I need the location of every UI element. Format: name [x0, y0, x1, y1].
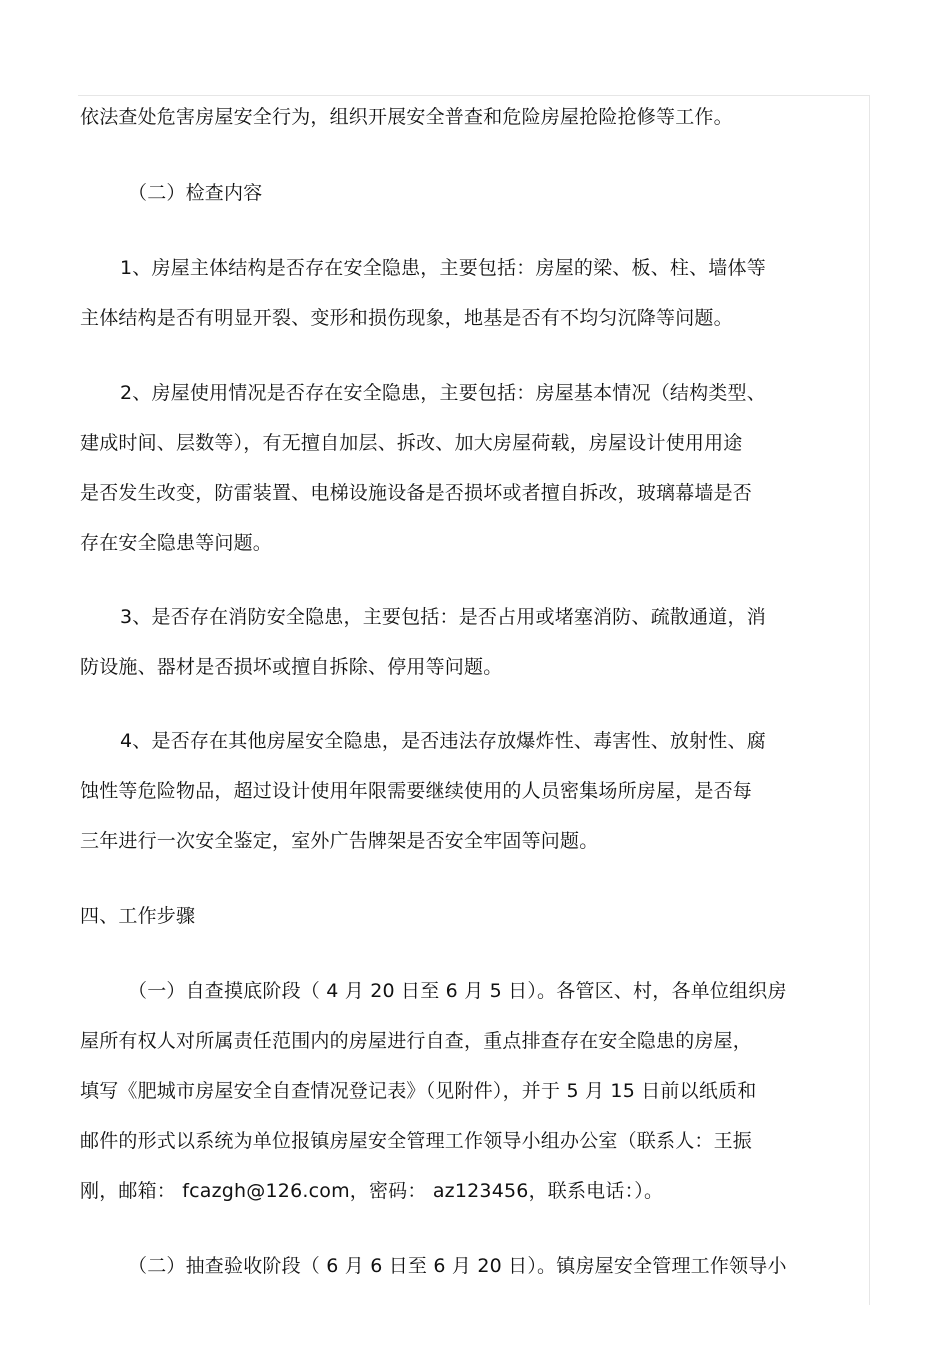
item-2-line-4: 存在安全隐患等问题。 — [80, 532, 273, 554]
item-1-line-1: 1、房屋主体结构是否存在安全隐患，主要包括：房屋的梁、板、柱、墙体等 — [120, 257, 766, 279]
item-2-line-2: 建成时间、层数等），有无擅自加层、拆改、加大房屋荷载，房屋设计使用用途 — [80, 432, 743, 454]
section-heading-inspection-content: （二）检查内容 — [128, 182, 263, 204]
item-4-line-2: 蚀性等危险物品，超过设计使用年限需要继续使用的人员密集场所房屋，是否每 — [80, 780, 753, 802]
item-2-line-1: 2、房屋使用情况是否存在安全隐患，主要包括：房屋基本情况（结构类型、 — [120, 382, 766, 404]
step-1-line-1: （一）自查摸底阶段（ 4 月 20 日至 6 月 5 日）。各管区、村，各单位组织房 — [128, 980, 787, 1002]
item-1-line-2: 主体结构是否有明显开裂、变形和损伤现象，地基是否有不均匀沉降等问题。 — [80, 307, 733, 329]
item-4-line-3: 三年进行一次安全鉴定，室外广告牌架是否安全牢固等问题。 — [80, 830, 599, 852]
section-heading-work-steps: 四、工作步骤 — [80, 905, 196, 927]
step-1-line-2: 屋所有权人对所属责任范围内的房屋进行自查，重点排查存在安全隐患的房屋， — [80, 1030, 753, 1052]
item-4-line-1: 4、是否存在其他房屋安全隐患，是否违法存放爆炸性、毒害性、放射性、腐 — [120, 730, 766, 752]
item-3-line-2: 防设施、器材是否损坏或擅自拆除、停用等问题。 — [80, 656, 503, 678]
item-2-line-3: 是否发生改变，防雷装置、电梯设施设备是否损坏或者擅自拆改，玻璃幕墙是否 — [80, 482, 753, 504]
paragraph-line-1: 依法查处危害房屋安全行为，组织开展安全普查和危险房屋抢险抢修等工作。 — [80, 106, 733, 128]
item-3-line-1: 3、是否存在消防安全隐患，主要包括：是否占用或堵塞消防、疏散通道，消 — [120, 606, 766, 628]
step-1-line-5: 刚，邮箱： fcazgh@126.com，密码： az123456，联系电话：）。 — [80, 1180, 664, 1202]
step-1-line-3: 填写《肥城市房屋安全自查情况登记表》（见附件），并于 5 月 15 日前以纸质和 — [80, 1080, 757, 1102]
step-2-line-1: （二）抽查验收阶段（ 6 月 6 日至 6 月 20 日）。镇房屋安全管理工作领导小 — [128, 1255, 787, 1277]
step-1-line-4: 邮件的形式以系统为单位报镇房屋安全管理工作领导小组办公室（联系人：王振 — [80, 1130, 753, 1152]
